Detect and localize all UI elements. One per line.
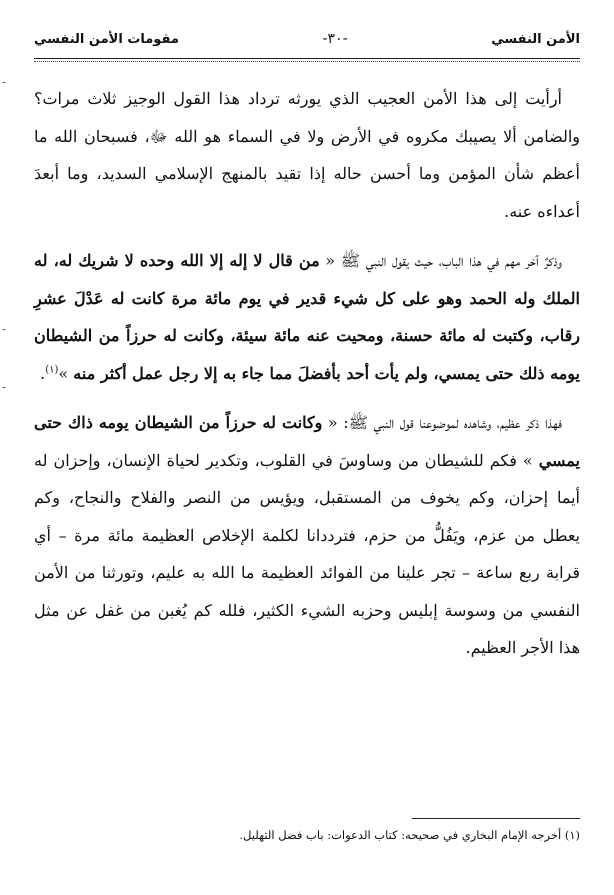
paragraph [34, 80, 580, 230]
header-dotted-rule [34, 61, 580, 62]
page-number: -٣٠- [322, 31, 348, 47]
paragraph-text: » [58, 363, 74, 383]
page-header [34, 20, 580, 58]
hadith-text: وكانت له حرزاً من الشيطان يومه ذاك حتى يمسي [34, 413, 580, 470]
running-title-right: الأمن النفسي [491, 31, 580, 47]
hadith-text: من قال لا إله إلا الله وحده لا شريك له، له الملك وله الحمد وهو على كل شيء قدير في يوم مائة مرة كانت له عَدْلَ عشرِ رقاب، وكتبت له مائة حسنة، ومحيت عنه مائة سيئة، وكانت له حرزاً من الشيطان يومه ذلك حتى يمسي، ولم يأت أحد بأفضلَ مما جاء به إلا رجل عمل أكثر منه [34, 251, 580, 383]
footnote-ref[interactable]: (١) [45, 364, 59, 376]
margin-mark: ‐ [2, 75, 7, 89]
paragraph-text: . [40, 363, 46, 383]
margin-mark: ‐ [2, 322, 7, 336]
paragraph [34, 404, 580, 667]
paragraph [34, 242, 580, 392]
footnote-separator [412, 818, 580, 819]
paragraph-text: أرأيت إلى هذا الأمن العجيب الذي يورثه ترداد هذا القول الوجيز ثلاث مرات؟ والضامن ألا يصيبك مكروه في الأرض ولا في السماء هو الله ﷻ، فسبحان الله ما أعظم شأن المؤمن وما أحسن حاله إذا تقيد بالمنهج الإسلامي السديد، وما أبعدَ أعداءه عنه. [34, 89, 580, 221]
running-title-left: مقومات الأمن النفسي [34, 31, 179, 47]
paragraph-text: » فكم للشيطان من وساوسَ في القلوب، وتكدير لحياة الإنسان، وإحزان له أيما إحزان، وكم يخوف من المستقبل، ويؤيس من النصر والفلاح والنجاح، وكم يعطل من عزم، ويَفُلُّ من حزم، فترددانا لكلمة الإخلاص العظيمة مائة مرة – أي قرابة ربع ساعة – تجر علينا من الفوائد العظيمة ما الله به عليم، وتورثنا من الأمن النفسي من وسوسة إبليس وحزبه الشيء الكثير، فلله كم يُغبن من غفل عن مثل هذا الأجر العظيم. [34, 450, 580, 657]
header-rule [34, 58, 580, 59]
body-text [34, 80, 580, 679]
paragraph-text: وذكرٌ آخر مهم في هذا الباب، حيث يقول النبي ﷺ « [319, 251, 562, 270]
footnote: (١) أخرجه الإمام البخاري في صحيحه: كتاب الدعوات: باب فضل التهليل. [239, 828, 580, 842]
paragraph-text: فهذا ذكر عظيم، وشاهده لموضوعنا قول النبي ﷺ: « [322, 413, 562, 432]
margin-mark: ‐ [2, 380, 7, 394]
